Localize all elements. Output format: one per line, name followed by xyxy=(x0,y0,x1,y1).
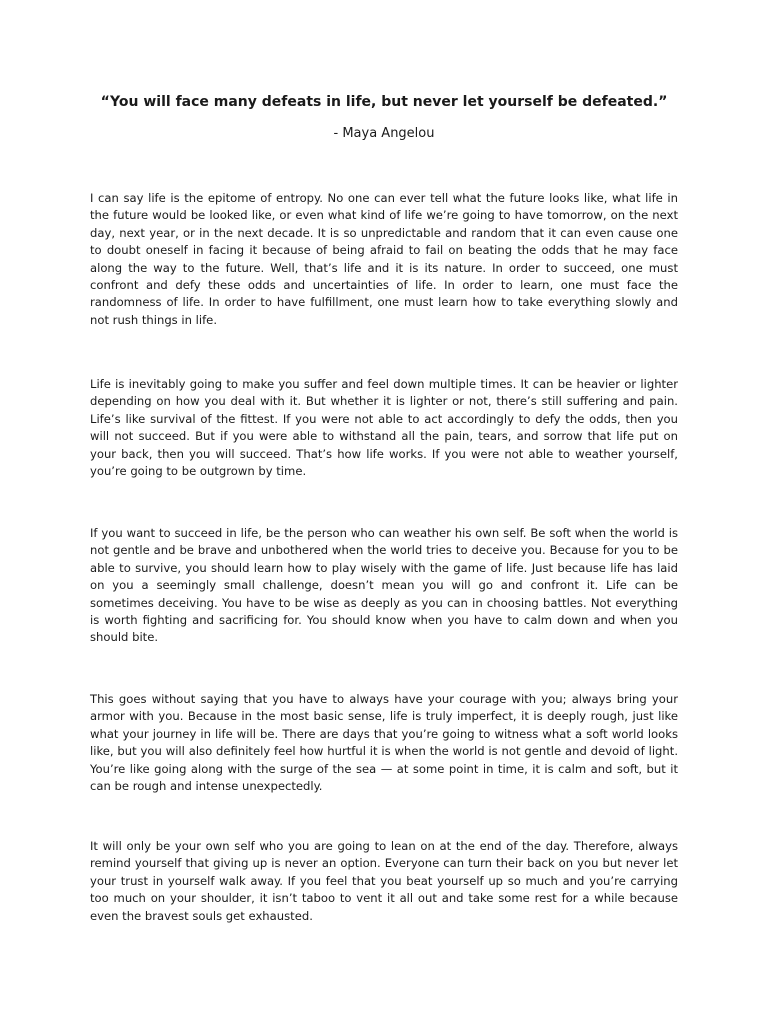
body-paragraph: Life is inevitably going to make you suffer and feel down multiple times. It can be heavier or lighter depending on how you deal with it. But whether it is lighter or not, there’s still suffering and pain. Life’s like survival of the fittest. If you were not able to act accordingly to defy the odds, then you will not succeed. But if you were able to withstand all the pain, tears, and sorrow that life put on your back, then you will succeed. That’s how life works. If you were not able to weather yourself, you’re going to be outgrown by time. xyxy=(90,377,678,479)
body-paragraph: I can say life is the epitome of entropy. No one can ever tell what the future looks like, what life in the future would be looked like, or even what kind of life we’re going to have tomorrow, on the next day, next year, or in the next decade. It is so unpredictable and random that it can even cause one to doubt oneself in facing it because of being afraid to fail on beating the odds that he may face along the way to the future. Well, that’s life and it is its nature. In order to succeed, one must confront and defy these odds and uncertainties of life. In order to learn, one must face the randomness of life. In order to have fulfillment, one must learn how to take everything slowly and not rush things in life. xyxy=(90,191,678,327)
body-paragraph: If you want to succeed in life, be the person who can weather his own self. Be soft when the world is not gentle and be brave and unbothered when the world tries to deceive you. Because for you to be able to survive, you should learn how to play wisely with the game of life. Just because life has laid on you a seemingly small challenge, doesn’t mean you will go and confront it. Life can be sometimes deceiving. You have to be wise as deeply as you can in choosing battles. Not everything is worth fighting and sacrificing for. You should know when you have to calm down and when you should bite. xyxy=(90,526,678,645)
quote-heading: “You will face many defeats in life, but never let yourself be defeated.” xyxy=(100,94,668,110)
quote-author: - Maya Angelou xyxy=(333,126,435,141)
body-paragraph: It will only be your own self who you are going to lean on at the end of the day. Therefore, always remind yourself that giving up is never an option. Everyone can turn their back on you but never let your trust in yourself walk away. If you feel that you beat yourself up so much and you’re carrying too much on your shoulder, it isn’t taboo to vent it all out and take some rest for a while because even the bravest souls get exhausted. xyxy=(90,839,678,923)
body-paragraph: This goes without saying that you have to always have your courage with you; always bring your armor with you. Because in the most basic sense, life is truly imperfect, it is deeply rough, just like what your journey in life will be. There are days that you’re going to witness what a soft world looks like, but you will also definitely feel how hurtful it is when the world is not gentle and devoid of light. You’re like going along with the surge of the sea — at some point in time, it is calm and soft, but it can be rough and intense unexpectedly. xyxy=(90,692,678,794)
